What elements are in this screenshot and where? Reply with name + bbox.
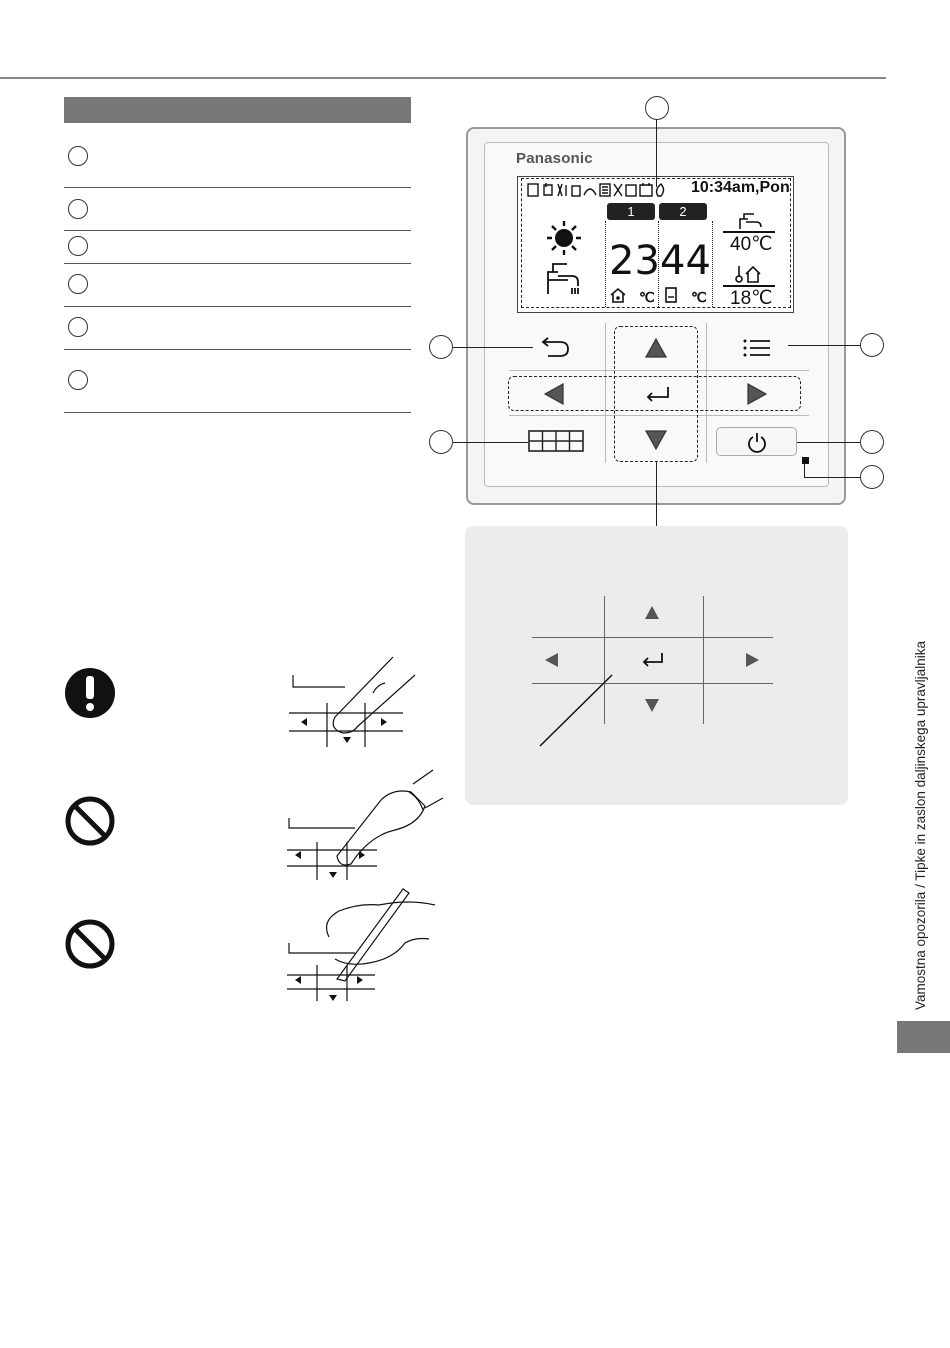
down-button[interactable] xyxy=(645,430,667,450)
row-number-marker xyxy=(68,274,88,294)
callout-leader xyxy=(804,463,805,478)
lcd-separator xyxy=(605,221,606,307)
clock-display: 10:34am,Pon xyxy=(691,179,790,196)
zone-1-label: 1 xyxy=(607,203,655,220)
grid-icon xyxy=(528,430,584,452)
sun-icon xyxy=(546,220,582,256)
temperature-unit: ℃ xyxy=(691,289,707,305)
prohibited-icon xyxy=(64,918,116,970)
tap-icon xyxy=(546,258,584,296)
tank-temperature: 40℃ xyxy=(730,234,773,255)
back-arrow-icon xyxy=(536,336,576,360)
menu-list-icon xyxy=(742,336,772,360)
callout-marker-power xyxy=(860,430,884,454)
callout-leader xyxy=(453,347,533,348)
tap-icon xyxy=(738,211,764,231)
thermometer-icon xyxy=(733,264,761,284)
power-button[interactable] xyxy=(716,427,797,456)
tank-icon xyxy=(665,287,677,303)
zone-2-label: 2 xyxy=(659,203,707,220)
top-rule xyxy=(0,77,886,79)
pen-pointing-illustration xyxy=(285,885,440,1003)
quick-menu-button[interactable] xyxy=(528,430,584,452)
detail-pointer-line xyxy=(536,672,616,748)
fingertip-press-illustration xyxy=(285,655,425,750)
table-header-bar xyxy=(64,97,411,123)
callout-leader xyxy=(656,119,657,187)
zone-1-temperature: 23 xyxy=(609,238,660,284)
triangle-down-icon xyxy=(644,698,660,713)
row-divider xyxy=(64,263,411,264)
callout-marker-menu xyxy=(860,333,884,357)
triangle-left-icon xyxy=(544,652,559,668)
section-tab xyxy=(897,1021,950,1053)
row-divider xyxy=(64,412,411,413)
exclamation-icon xyxy=(64,667,116,719)
callout-marker-quick-menu xyxy=(429,430,453,454)
row-number-marker xyxy=(68,146,88,166)
left-button[interactable] xyxy=(544,383,564,405)
callout-marker-led xyxy=(860,465,884,489)
triangle-up-icon xyxy=(644,605,660,620)
callout-leader xyxy=(804,477,860,478)
triangle-right-icon xyxy=(747,383,767,405)
menu-button[interactable] xyxy=(742,336,772,360)
callout-leader xyxy=(797,442,860,443)
lcd-separator xyxy=(712,221,713,307)
right-button[interactable] xyxy=(747,383,767,405)
temperature-unit: ℃ xyxy=(639,289,655,305)
row-number-marker xyxy=(68,236,88,256)
triangle-down-icon xyxy=(645,430,667,450)
callout-leader xyxy=(453,442,528,443)
detail-divider xyxy=(703,596,704,724)
row-divider xyxy=(64,349,411,350)
enter-button[interactable] xyxy=(644,386,672,404)
outdoor-temperature: 18℃ xyxy=(730,288,773,309)
detail-divider xyxy=(532,637,773,638)
row-divider xyxy=(64,306,411,307)
back-button[interactable] xyxy=(536,336,576,360)
section-sidebar-caption: Vamostna opozorila / Tipke in zaslon daljinskega upravljalnika xyxy=(913,641,928,1010)
enter-icon xyxy=(644,386,672,404)
callout-marker-back xyxy=(429,335,453,359)
power-icon xyxy=(747,431,767,453)
callout-marker-top xyxy=(645,96,669,120)
row-number-marker xyxy=(68,199,88,219)
up-button[interactable] xyxy=(645,338,667,358)
house-icon xyxy=(610,287,626,303)
status-icons-row xyxy=(526,181,686,199)
row-divider xyxy=(64,187,411,188)
row-number-marker xyxy=(68,370,88,390)
triangle-left-icon xyxy=(544,383,564,405)
zone-2-temperature: 44 xyxy=(660,238,711,284)
callout-leader xyxy=(788,345,860,346)
triangle-up-icon xyxy=(645,338,667,358)
callout-leader xyxy=(656,462,657,526)
finger-pointing-illustration xyxy=(285,768,445,880)
brand-logo: Panasonic xyxy=(516,150,593,167)
triangle-right-icon xyxy=(745,652,760,668)
row-number-marker xyxy=(68,317,88,337)
row-divider xyxy=(64,230,411,231)
enter-icon xyxy=(640,652,666,668)
prohibited-icon xyxy=(64,795,116,847)
